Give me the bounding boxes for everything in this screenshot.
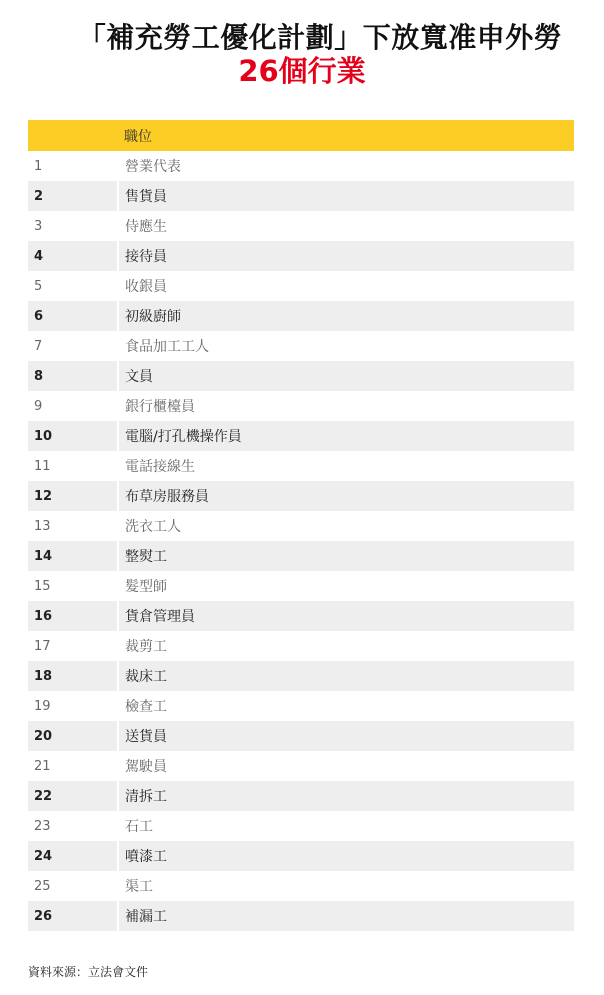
table-row xyxy=(28,481,574,511)
title-line-1: 「補充勞工優化計劃」下放寬准申外勞 xyxy=(77,21,563,54)
table-row xyxy=(28,871,574,901)
page-title xyxy=(0,22,604,89)
header-position: 職位 xyxy=(118,120,574,151)
row-position: 電話接線生 xyxy=(118,451,574,481)
row-number: 5 xyxy=(28,271,118,301)
table-row xyxy=(28,421,574,451)
table-row xyxy=(28,211,574,241)
row-number: 26 xyxy=(28,901,118,931)
row-number: 21 xyxy=(28,751,118,781)
table-row xyxy=(28,811,574,841)
row-number: 2 xyxy=(28,181,118,211)
table-row xyxy=(28,901,574,931)
row-number: 8 xyxy=(28,361,118,391)
table-row xyxy=(28,511,574,541)
row-position: 售貨員 xyxy=(118,181,574,211)
row-position: 銀行櫃檯員 xyxy=(118,391,574,421)
row-number: 14 xyxy=(28,541,118,571)
row-position: 渠工 xyxy=(118,871,574,901)
row-position: 貨倉管理員 xyxy=(118,601,574,631)
row-position: 布草房服務員 xyxy=(118,481,574,511)
row-number: 12 xyxy=(28,481,118,511)
table-row xyxy=(28,631,574,661)
table-row xyxy=(28,841,574,871)
table-row xyxy=(28,781,574,811)
row-position: 清拆工 xyxy=(118,781,574,811)
row-position: 營業代表 xyxy=(118,151,574,181)
header-number xyxy=(28,120,118,151)
table-row xyxy=(28,451,574,481)
row-position: 侍應生 xyxy=(118,211,574,241)
row-number: 20 xyxy=(28,721,118,751)
source-note: 資料來源：立法會文件 xyxy=(28,965,149,979)
row-position: 食品加工工人 xyxy=(118,331,574,361)
table-row xyxy=(28,151,574,181)
row-number: 22 xyxy=(28,781,118,811)
table-row xyxy=(28,361,574,391)
table-row xyxy=(28,271,574,301)
row-position: 送貨員 xyxy=(118,721,574,751)
title-line-2-highlight: 26個行業 xyxy=(238,54,366,89)
table-header-row xyxy=(28,120,574,151)
row-number: 1 xyxy=(28,151,118,181)
row-position: 文員 xyxy=(118,361,574,391)
row-number: 11 xyxy=(28,451,118,481)
table-row xyxy=(28,541,574,571)
occupation-table xyxy=(28,120,574,931)
row-number: 16 xyxy=(28,601,118,631)
row-position: 補漏工 xyxy=(118,901,574,931)
row-number: 17 xyxy=(28,631,118,661)
row-number: 3 xyxy=(28,211,118,241)
row-position: 整熨工 xyxy=(118,541,574,571)
row-number: 4 xyxy=(28,241,118,271)
row-number: 13 xyxy=(28,511,118,541)
row-position: 裁床工 xyxy=(118,661,574,691)
row-number: 19 xyxy=(28,691,118,721)
row-position: 接待員 xyxy=(118,241,574,271)
row-position: 裁剪工 xyxy=(118,631,574,661)
row-number: 7 xyxy=(28,331,118,361)
row-position: 駕駛員 xyxy=(118,751,574,781)
row-position: 收銀員 xyxy=(118,271,574,301)
table-row xyxy=(28,241,574,271)
row-position: 初級廚師 xyxy=(118,301,574,331)
table-row xyxy=(28,331,574,361)
row-number: 25 xyxy=(28,871,118,901)
row-number: 15 xyxy=(28,571,118,601)
table-row xyxy=(28,721,574,751)
row-position: 石工 xyxy=(118,811,574,841)
table-body xyxy=(28,151,574,931)
row-number: 24 xyxy=(28,841,118,871)
row-position: 電腦/打孔機操作員 xyxy=(118,421,574,451)
row-position: 檢查工 xyxy=(118,691,574,721)
row-position: 洗衣工人 xyxy=(118,511,574,541)
table-row xyxy=(28,181,574,211)
table-row xyxy=(28,661,574,691)
row-position: 髮型師 xyxy=(118,571,574,601)
row-number: 6 xyxy=(28,301,118,331)
row-number: 18 xyxy=(28,661,118,691)
table-row xyxy=(28,691,574,721)
row-number: 9 xyxy=(28,391,118,421)
table-row xyxy=(28,301,574,331)
row-number: 23 xyxy=(28,811,118,841)
row-number: 10 xyxy=(28,421,118,451)
row-position: 噴漆工 xyxy=(118,841,574,871)
table-row xyxy=(28,571,574,601)
table-row xyxy=(28,751,574,781)
table-row xyxy=(28,391,574,421)
table-row xyxy=(28,601,574,631)
